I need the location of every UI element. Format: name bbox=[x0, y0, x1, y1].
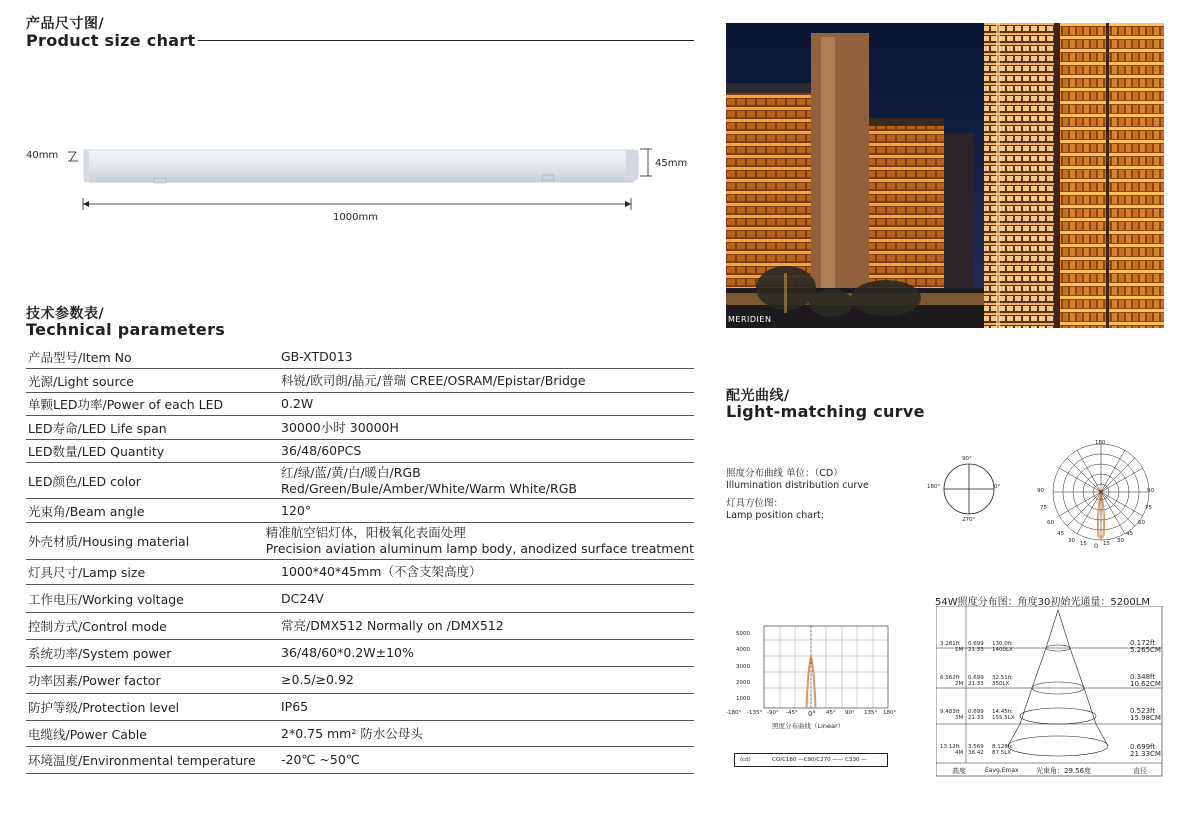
linear-ytick: 2000 bbox=[736, 680, 750, 686]
cone-c1: 0.699 bbox=[968, 709, 984, 715]
param-value: 常亮/DMX512 Normally on /DMX512 bbox=[281, 618, 504, 633]
curve-desc-1: 照度分布曲线 单位：（CD） bbox=[726, 468, 843, 479]
cone-dia-ft: 0.523ft bbox=[1130, 707, 1156, 715]
table-row bbox=[26, 440, 694, 463]
cone-fc: 130.0fc bbox=[992, 641, 1013, 647]
linear-legend-series: CO/C180 —C90/C270 —— C330 — bbox=[772, 757, 867, 763]
table-row bbox=[26, 369, 694, 393]
polar-label-l15: 15 bbox=[1080, 541, 1087, 547]
param-label: 系统功率/System power bbox=[28, 646, 172, 661]
param-label: 外壳材质/Housing material bbox=[28, 534, 190, 549]
table-row bbox=[26, 463, 694, 499]
cone-foot-dia: 直径 bbox=[1133, 767, 1147, 775]
linear-xtick: -90° bbox=[767, 710, 779, 716]
cone-foot-eavg: Eavg,Emax bbox=[985, 767, 1019, 774]
cone-dia-cm: 15.98CM bbox=[1130, 714, 1161, 722]
table-row bbox=[26, 747, 694, 774]
cone-foot-height: 高度 bbox=[952, 767, 966, 775]
param-value-en: Precision aviation aluminum lamp body, anodized surface treatment bbox=[265, 541, 694, 556]
cone-c2: 38.42 bbox=[968, 750, 984, 756]
table-row bbox=[26, 393, 694, 416]
linear-distribution-chart bbox=[734, 622, 894, 712]
dim-length: 1000mm bbox=[333, 212, 378, 223]
param-value: 36/48/60*0.2W±10% bbox=[281, 645, 414, 660]
linear-xtick: 135° bbox=[864, 710, 878, 716]
cone-foot-beam: 光束角：29.56度 bbox=[1036, 767, 1092, 775]
param-label: 功率因素/Power factor bbox=[28, 673, 161, 688]
param-label: 灯具尺寸/Lamp size bbox=[28, 565, 146, 580]
tech-title-cn: 技术参数表/ bbox=[26, 306, 105, 322]
cone-height-ft: 6.562ft bbox=[940, 675, 960, 681]
param-value: 科锐/欧司朗/晶元/普瑞 CREE/OSRAM/Epistar/Bridge bbox=[281, 372, 586, 388]
curve-desc-2: Illumination distribution curve bbox=[726, 480, 869, 491]
param-label: 单颗LED功率/Power of each LED bbox=[28, 397, 224, 412]
cone-height-m: 2M bbox=[955, 681, 964, 687]
param-value: ≥0.5/≥0.92 bbox=[281, 672, 354, 687]
param-label: 光束角/Beam angle bbox=[28, 503, 145, 519]
param-label: 环境温度/Environmental temperature bbox=[28, 753, 256, 768]
cone-c2: 21.33 bbox=[968, 715, 984, 721]
polar-label-zero: 0 bbox=[1094, 542, 1099, 550]
polar-label-r90: 90 bbox=[1147, 488, 1154, 494]
polar-label-top: 180 bbox=[1095, 440, 1106, 446]
linear-ytick: 1000 bbox=[736, 696, 750, 702]
lamp-dimension-drawing bbox=[20, 130, 710, 240]
param-value: IP65 bbox=[281, 699, 309, 714]
cone-height-m: 3M bbox=[955, 715, 964, 721]
table-row bbox=[26, 345, 694, 369]
param-value: 精准航空铝灯体，阳极氧化表面处理 bbox=[265, 525, 466, 540]
param-value-en: Red/Green/Bule/Amber/White/Warm White/RGB bbox=[281, 480, 577, 496]
cone-dia-ft: 0.348ft bbox=[1130, 673, 1156, 681]
polar-label-r60: 60 bbox=[1138, 520, 1145, 526]
cone-height-ft: 3.281ft bbox=[940, 641, 960, 647]
polar-label-l75: 75 bbox=[1040, 505, 1047, 511]
size-chart-title-cn: 产品尺寸图/ bbox=[26, 16, 105, 32]
table-row bbox=[26, 499, 694, 523]
pos-right-label: 0° bbox=[994, 484, 1001, 490]
linear-caption: 照度分布曲线（Linear） bbox=[772, 722, 845, 730]
table-row bbox=[26, 523, 694, 560]
table-row bbox=[26, 560, 694, 585]
cone-dia-ft: 0.172ft bbox=[1130, 639, 1156, 647]
size-chart-title-en: Product size chart bbox=[26, 31, 196, 50]
photo-sign-text: MERIDIEN bbox=[728, 315, 772, 324]
cone-fc: 14.45fc bbox=[992, 709, 1013, 715]
cone-c2: 21.33 bbox=[968, 681, 984, 687]
cone-height-ft: 9.483ft bbox=[940, 709, 960, 715]
param-label: LED数量/LED Quantity bbox=[28, 444, 165, 459]
polar-label-r15: 15 bbox=[1103, 541, 1110, 547]
title-rule bbox=[198, 40, 694, 41]
param-value: 1000*40*45mm（不含支架高度） bbox=[281, 564, 482, 579]
param-label: 控制方式/Control mode bbox=[28, 619, 167, 634]
cone-c2: 21.33 bbox=[968, 647, 984, 653]
param-label: LED寿命/LED Life span bbox=[28, 420, 167, 436]
param-value: 0.2W bbox=[281, 396, 314, 411]
cone-dia-cm: 21.33CM bbox=[1130, 750, 1161, 758]
polar-label-l45: 45 bbox=[1057, 531, 1064, 537]
parameters-table bbox=[26, 345, 694, 774]
table-row bbox=[26, 640, 694, 667]
cone-height-m: 1M bbox=[955, 647, 964, 653]
table-row bbox=[26, 694, 694, 721]
linear-xtick: 0° bbox=[808, 710, 816, 718]
polar-label-l30: 30 bbox=[1068, 538, 1075, 544]
linear-xtick: -180° bbox=[726, 710, 742, 716]
linear-xtick: -45° bbox=[786, 710, 798, 716]
table-row bbox=[26, 721, 694, 747]
cone-height-ft: 13.12ft bbox=[940, 744, 960, 750]
table-row bbox=[26, 613, 694, 640]
param-value: -20℃ ~50℃ bbox=[281, 752, 360, 767]
linear-xtick: 180° bbox=[883, 710, 897, 716]
param-label: 防护等级/Protection level bbox=[28, 700, 180, 715]
param-value: 36/48/60PCS bbox=[281, 443, 362, 458]
table-row bbox=[26, 416, 694, 440]
param-label: 工作电压/Working voltage bbox=[28, 591, 184, 607]
param-label: LED颜色/LED color bbox=[28, 473, 141, 489]
cone-fc: 8.128fc bbox=[992, 744, 1013, 750]
cone-lx: 350LX bbox=[992, 681, 1010, 687]
param-value: 120° bbox=[281, 502, 312, 518]
linear-xtick: 45° bbox=[826, 710, 836, 716]
curve-title-cn: 配光曲线/ bbox=[726, 388, 790, 404]
cone-lx: 1400LX bbox=[992, 647, 1013, 653]
cone-dia-cm: 10.62CM bbox=[1130, 680, 1161, 688]
lamp-position-chart bbox=[930, 455, 1010, 525]
cone-fc: 32.51fc bbox=[992, 675, 1013, 681]
dim-height-right: 45mm bbox=[655, 158, 688, 169]
cone-c1: 0.699 bbox=[968, 641, 984, 647]
dim-height-left: 40mm bbox=[26, 150, 59, 161]
param-label: 产品型号/Item No bbox=[28, 349, 132, 365]
linear-xtick: 90° bbox=[845, 710, 855, 716]
linear-ytick: 5000 bbox=[736, 631, 750, 637]
curve-desc-3: 灯具方位图： bbox=[726, 498, 784, 509]
linear-ytick: 3000 bbox=[736, 664, 750, 670]
param-value: 红/绿/蓝/黄/白/暖白/RGB bbox=[281, 464, 421, 480]
linear-legend-unit: (cd) bbox=[740, 757, 751, 763]
param-value: 2*0.75 mm² 防水公母头 bbox=[281, 725, 423, 741]
pos-left-label: 180° bbox=[927, 484, 941, 490]
tech-title-en: Technical parameters bbox=[26, 320, 226, 339]
table-row bbox=[26, 667, 694, 694]
polar-label-r75: 75 bbox=[1145, 505, 1152, 511]
cone-height-m: 4M bbox=[955, 750, 964, 756]
curve-title-en: Light-matching curve bbox=[726, 402, 925, 421]
linear-xtick: -135° bbox=[747, 710, 763, 716]
polar-label-r30: 30 bbox=[1117, 538, 1124, 544]
param-value: 30000小时 30000H bbox=[281, 419, 399, 435]
cone-dia-ft: 0.699ft bbox=[1130, 743, 1156, 751]
cone-c1: 0.699 bbox=[968, 675, 984, 681]
param-value: DC24V bbox=[281, 590, 324, 606]
building-photo bbox=[726, 23, 1164, 328]
polar-label-r45: 45 bbox=[1126, 531, 1133, 537]
table-row bbox=[26, 585, 694, 613]
linear-ytick: 4000 bbox=[736, 647, 750, 653]
param-label: 电缆线/Power Cable bbox=[28, 726, 147, 742]
cone-dia-cm: 5.265CM bbox=[1130, 646, 1161, 654]
param-label: 光源/Light source bbox=[28, 373, 134, 389]
cone-lx: 87.5LX bbox=[992, 750, 1012, 756]
pos-top-label: 90° bbox=[962, 456, 972, 462]
cone-c1: 3.569 bbox=[968, 744, 984, 750]
cone-chart-title: 54W照度分布图：角度30初始光通量：5200LM bbox=[935, 597, 1150, 608]
param-value: GB-XTD013 bbox=[281, 348, 353, 364]
polar-label-l60: 60 bbox=[1047, 520, 1054, 526]
polar-label-l90: 90 bbox=[1037, 488, 1044, 494]
pos-bottom-label: 270° bbox=[962, 517, 976, 523]
cone-lx: 155.5LX bbox=[992, 715, 1015, 721]
curve-desc-4: Lamp position chart: bbox=[726, 510, 824, 521]
